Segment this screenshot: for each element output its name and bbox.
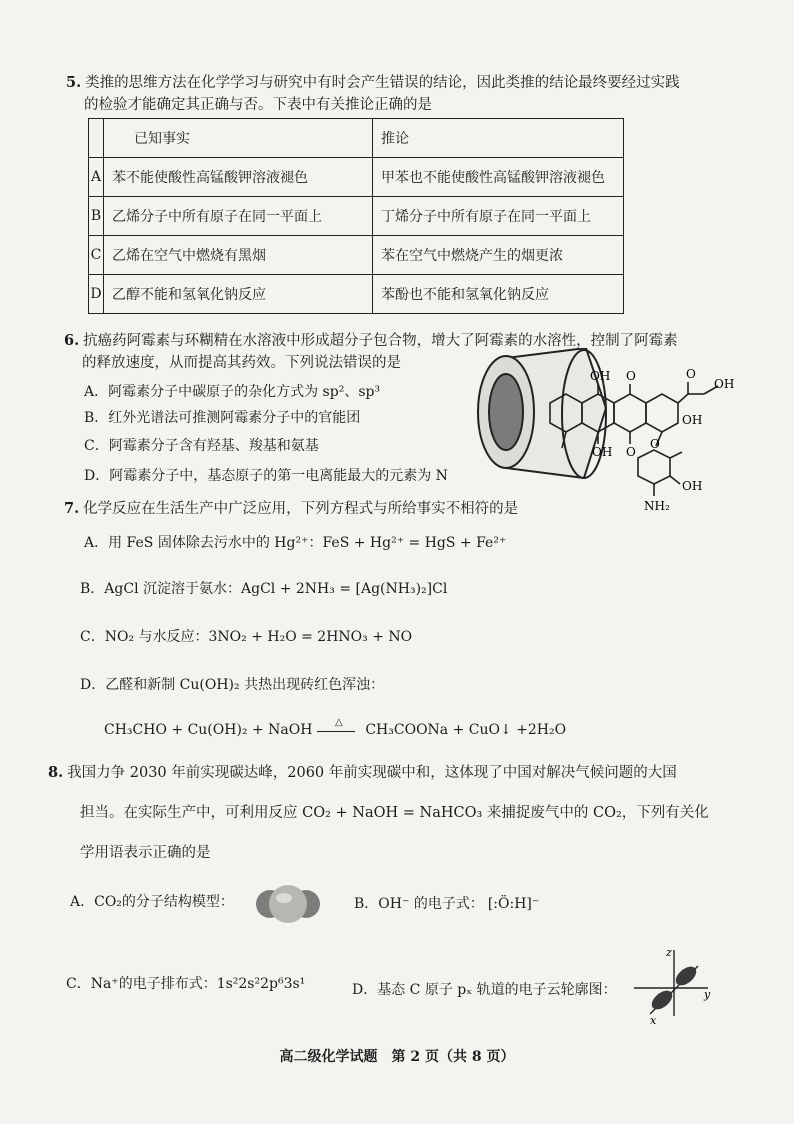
ketone-label: O (686, 367, 696, 381)
question-number: 7. (64, 500, 80, 517)
option-d: D．乙醛和新制 Cu(OH)₂ 共热出现砖红色浑浊： (80, 677, 385, 693)
option-b (354, 894, 539, 914)
ketone-label: O (626, 369, 636, 383)
co2-model-icon (252, 882, 324, 926)
option-c: C．Na⁺的电子排布式：1s²2s²2p⁶3s¹ (66, 976, 306, 992)
question-8-line3 (80, 842, 760, 864)
question-number: 5. (66, 74, 82, 91)
table-header-cell: 推论 (373, 119, 624, 158)
question-stem: 担当。在实际生产中，可利用反应 CO₂ + NaOH = NaHCO₃ 来捕捉废气中的 CO₂，下列有关化 (80, 805, 709, 821)
question-8-line2 (80, 802, 760, 824)
question-5-line2 (84, 94, 734, 116)
z-axis-label: z (666, 946, 672, 959)
hydroxyl-label: OH (592, 445, 613, 459)
heat-condition: △ (335, 716, 343, 728)
inference-cell: 甲苯也不能使酸性高锰酸钾溶液褪色 (373, 158, 624, 197)
question-stem: 化学反应在生活生产中广泛应用，下列方程式与所给事实不相符的是 (83, 501, 519, 517)
question-stem: 我国力争 2030 年前实现碳达峰，2060 年前实现碳中和，这体现了中国对解决气候问题的大国 (67, 765, 677, 781)
row-letter: C (89, 236, 104, 275)
hydroxyl-label: OH (682, 413, 703, 427)
equation-left: CH₃CHO + Cu(OH)₂ + NaOH (104, 722, 313, 738)
option-b: B．AgCl 沉淀溶于氨水：AgCl + 2NH₃ = [Ag(NH₃)₂]Cl (80, 581, 448, 597)
ether-label: O (650, 437, 660, 451)
question-8 (48, 762, 748, 784)
y-axis-label: y (704, 988, 711, 1001)
option-d: D．阿霉素分子中，基态原子的第一电离能最大的元素为 N (84, 468, 448, 484)
cyclodextrin-cylinder (478, 348, 606, 478)
p-orbital-diagram (630, 944, 720, 1026)
row-letter: B (89, 197, 104, 236)
option-a: A．阿霉素分子中碳原子的杂化方式为 sp²、sp³ (84, 384, 381, 400)
table-row (89, 275, 624, 314)
equation-d (104, 716, 567, 738)
question-stem: 类推的思维方法在化学学习与研究中有时会产生错误的结论，因此类推的结论最终要经过实践 (85, 75, 680, 91)
question-5 (66, 72, 736, 94)
table-header-cell (89, 119, 104, 158)
option-b: B．红外光谱法可推测阿霉素分子中的官能团 (84, 410, 361, 426)
inference-cell: 丁烯分子中所有原子在同一平面上 (373, 197, 624, 236)
hydroxyl-label: OH (714, 377, 735, 391)
question-number: 8. (48, 764, 64, 781)
option-c: C．阿霉素分子含有羟基、羧基和氨基 (84, 438, 319, 454)
inference-cell: 苯酚也不能和氢氧化钠反应 (373, 275, 624, 314)
amine-label: NH₂ (644, 499, 670, 513)
row-letter: D (89, 275, 104, 314)
table-row (89, 236, 624, 275)
option-a: A．用 FeS 固体除去污水中的 Hg²⁺：FeS + Hg²⁺ = HgS + Fe²⁺ (84, 535, 507, 551)
question-stem: 的检验才能确定其正确与否。下表中有关推论正确的是 (84, 97, 432, 113)
electron-formula: [:Ö:H]⁻ (487, 896, 540, 912)
fact-cell: 乙烯分子中所有原子在同一平面上 (104, 197, 373, 236)
facts-table (88, 118, 624, 314)
x-axis-label: x (650, 1014, 657, 1026)
question-number: 6. (64, 332, 80, 349)
inference-cell: 苯在空气中燃烧产生的烟更浓 (373, 236, 624, 275)
hydroxyl-label: OH (590, 369, 611, 383)
page-footer: 高二级化学试题 第 2 页（共 8 页） (279, 1049, 515, 1065)
heat-arrow (317, 716, 361, 732)
fact-cell: 乙醇不能和氢氧化钠反应 (104, 275, 373, 314)
fact-cell: 苯不能使酸性高锰酸钾溶液褪色 (104, 158, 373, 197)
table-header-row (89, 119, 624, 158)
question-stem: 的释放速度，从而提高其药效。下列说法错误的是 (82, 355, 401, 371)
doxorubicin-cyclodextrin-diagram (466, 348, 736, 514)
fact-cell: 乙烯在空气中燃烧有黑烟 (104, 236, 373, 275)
equation-right: CH₃COONa + CuO↓ +2H₂O (365, 722, 567, 738)
ketone-label: O (626, 445, 636, 459)
table-row (89, 197, 624, 236)
option-b-text: B．OH⁻ 的电子式： (354, 896, 484, 912)
option-a: A．CO₂的分子结构模型： (70, 894, 234, 910)
option-c: C．NO₂ 与水反应：3NO₂ + H₂O = 2HNO₃ + NO (80, 629, 413, 645)
question-7 (64, 498, 744, 520)
table-row (89, 158, 624, 197)
question-stem: 抗癌药阿霉素与环糊精在水溶液中形成超分子包合物，增大了阿霉素的水溶性，控制了阿霉素 (83, 333, 678, 349)
row-letter: A (89, 158, 104, 197)
option-d: D．基态 C 原子 pₓ 轨道的电子云轮廓图： (352, 982, 617, 998)
question-stem: 学用语表示正确的是 (80, 845, 211, 861)
table-header-cell: 已知事实 (104, 119, 373, 158)
hydroxyl-label: OH (682, 479, 703, 493)
